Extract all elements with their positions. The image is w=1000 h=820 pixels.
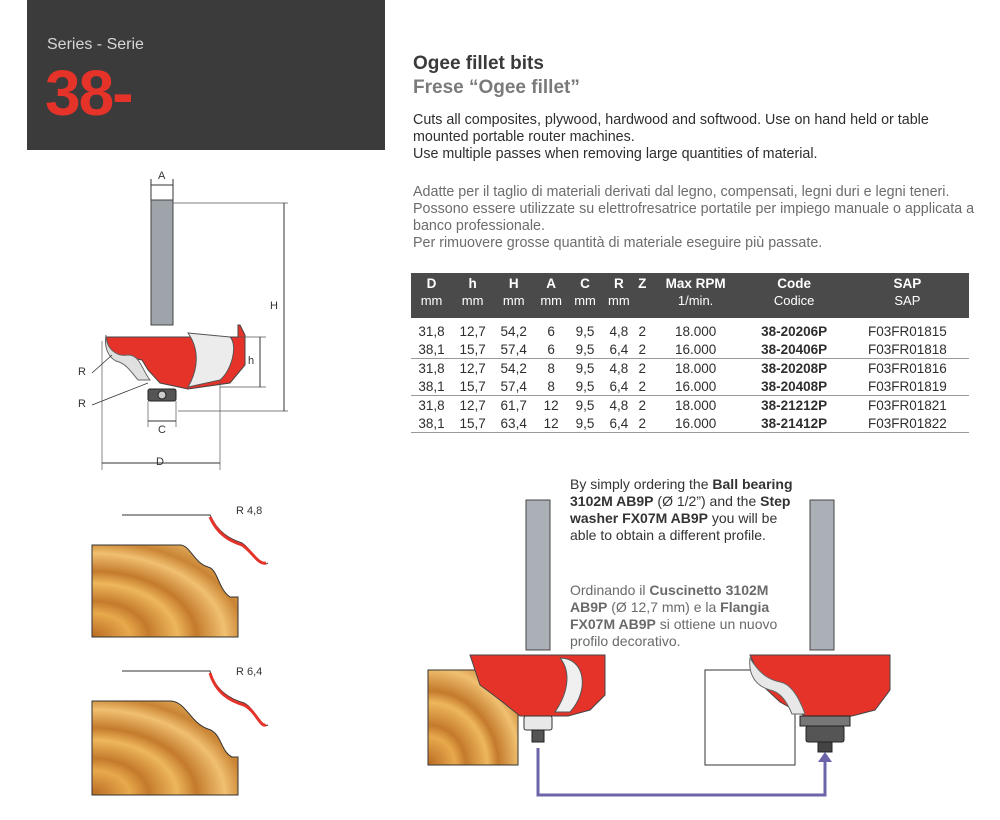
table-row <box>411 340 969 359</box>
table-row <box>411 377 969 396</box>
header-cell: A <box>546 276 557 291</box>
table-cell: 15,7 <box>452 377 493 396</box>
table-cell: 61,7 <box>500 397 527 413</box>
table-cell: 9,5 <box>568 414 602 433</box>
table-cell: 6 <box>547 323 555 339</box>
description-en-line: Cuts all composites, plywood, hardwood and softwood. Use on hand held or table mounted portable router machines. <box>413 112 929 145</box>
note-text: By simply ordering the <box>570 476 713 492</box>
note-bold: Cuscinetto 3102M AB9P <box>570 582 769 615</box>
table-cell: 38,1 <box>411 377 452 396</box>
note-bold: Ball bearing 3102M AB9P <box>570 476 793 509</box>
note-en <box>570 476 800 544</box>
table-cell: 38,1 <box>411 340 452 359</box>
table-cell: 6,4 <box>602 377 636 396</box>
table-units-row <box>411 291 969 318</box>
header-cell: C <box>580 276 590 291</box>
dim-label-H: H <box>270 300 278 312</box>
header-cell: Z <box>638 276 647 291</box>
table-cell: 8 <box>534 377 568 396</box>
table-cell: 18.000 <box>674 397 717 413</box>
table-cell: 63,4 <box>493 414 534 433</box>
table-cell: 57,4 <box>493 377 534 396</box>
note-text: you will be able to obtain a different profile. <box>570 510 778 543</box>
table-cell: 2 <box>636 340 649 359</box>
header-cell: D <box>426 276 437 291</box>
product-title-en: Ogee fillet bits <box>413 53 544 74</box>
header-cell: Max RPM <box>665 276 726 291</box>
table-cell: 38-20406P <box>743 340 846 359</box>
unit-cell: mm <box>502 293 525 308</box>
description-it-line: Per rimuovere grosse quantità di materiale eseguire più passate. <box>413 235 823 251</box>
table-cell: 2 <box>638 323 647 339</box>
radius-leader <box>92 383 148 405</box>
spec-table <box>411 273 969 433</box>
table-cell: 54,2 <box>500 323 527 339</box>
table-cell: 9,5 <box>568 340 602 359</box>
table-cell: 38-20206P <box>761 323 828 339</box>
table-cell: 2 <box>636 377 649 396</box>
dim-label-A: A <box>158 170 166 182</box>
table-cell: 31,8 <box>418 360 445 376</box>
profile-cut <box>210 517 266 563</box>
table-cell: 6,4 <box>602 340 636 359</box>
bearing-left <box>524 716 552 730</box>
step-washer <box>800 716 850 726</box>
table-cell: 4,8 <box>609 397 629 413</box>
table-cell: F03FR01815 <box>867 323 947 339</box>
table-cell: 9,5 <box>568 377 602 396</box>
unit-cell: Codice <box>773 293 815 308</box>
wood-block <box>92 545 238 637</box>
table-row <box>411 359 969 378</box>
profile-cut <box>210 673 266 725</box>
table-cell: 9,5 <box>575 397 595 413</box>
header-cell: H <box>508 276 519 291</box>
dim-label-C: C <box>158 424 166 436</box>
product-title-it: Frese “Ogee fillet” <box>413 77 580 98</box>
table-cell: 9,5 <box>575 323 595 339</box>
dim-label-R1: R <box>78 366 86 378</box>
table-cell: 57,4 <box>493 340 534 359</box>
header-cell: R <box>614 276 624 291</box>
series-header <box>27 0 385 150</box>
table-cell: 16.000 <box>649 377 743 396</box>
table-body <box>411 318 969 433</box>
table-cell: 38,1 <box>411 414 452 433</box>
shank-right <box>810 500 834 650</box>
note-text: (Ø 1/2”) and the <box>653 493 761 509</box>
unit-cell: mm <box>540 293 562 308</box>
unit-cell: mm <box>420 293 443 308</box>
table-cell: 9,5 <box>575 360 595 376</box>
table-cell: F03FR01822 <box>846 414 969 433</box>
table-header-row <box>411 273 969 291</box>
table-cell: 31,8 <box>418 323 445 339</box>
table-cell: 38-20408P <box>743 377 846 396</box>
table-cell: 12,7 <box>459 397 486 413</box>
table-row <box>411 414 969 433</box>
dim-label-R2: R <box>78 398 86 410</box>
header-cell: Code <box>777 276 811 291</box>
table-cell: 54,2 <box>500 360 527 376</box>
wood-profile-1 <box>90 505 280 645</box>
table-cell: 18.000 <box>674 360 717 376</box>
header-cell: h <box>468 276 477 291</box>
note-bold: Flangia FX07M AB9P <box>570 599 770 632</box>
arrow-head <box>818 752 832 762</box>
table-cell: 8 <box>547 360 555 376</box>
profile-label-2: R 6,4 <box>236 666 263 678</box>
unit-cell: SAP <box>894 293 921 308</box>
table-cell: 12 <box>534 414 568 433</box>
table-cell: 15,7 <box>452 414 493 433</box>
description-en-line: Use multiple passes when removing large quantities of material. <box>413 146 818 162</box>
unit-cell: mm <box>608 293 630 308</box>
table-cell: 12,7 <box>459 360 486 376</box>
bearing-screw <box>158 391 166 399</box>
note-text: (Ø 12,7 mm) e la <box>607 599 721 615</box>
description-en <box>413 112 978 163</box>
table-cell: 4,8 <box>609 360 629 376</box>
table-row <box>411 396 969 415</box>
table-cell: 18.000 <box>674 323 717 339</box>
table-cell: 2 <box>636 414 649 433</box>
table-cell: 4,8 <box>609 323 629 339</box>
shank-left <box>526 500 550 650</box>
table-cell: F03FR01816 <box>867 360 947 376</box>
bit-drawing <box>70 165 390 485</box>
table-cell: 31,8 <box>418 397 445 413</box>
bearing-right <box>806 726 844 742</box>
table-cell: F03FR01819 <box>846 377 969 396</box>
note-text: si ottiene un nuovo profilo decorativo. <box>570 616 778 649</box>
description-it-line: Adatte per il taglio di materiali derivati dal legno, compensati, legni duri e legni teneri. Possono essere utilizzate su elettrofresatrice portatile per impiego manuale o applicata a banco professionale. <box>413 184 975 234</box>
table-cell: 2 <box>638 360 647 376</box>
table-cell: 2 <box>638 397 647 413</box>
table-cell: 16.000 <box>649 340 743 359</box>
table-cell: 12,7 <box>459 323 486 339</box>
table-cell: 6 <box>534 340 568 359</box>
table-cell: 38-20208P <box>761 360 828 376</box>
profile-label-1: R 4,8 <box>236 505 263 517</box>
table-row <box>411 318 969 340</box>
wood-block <box>92 701 238 795</box>
table-cell: F03FR01821 <box>867 397 947 413</box>
series-number: 38- <box>45 57 132 129</box>
description-it <box>413 184 978 252</box>
table-cell: 38-21412P <box>743 414 846 433</box>
dim-label-h: h <box>248 355 255 367</box>
note-bold: Step washer FX07M AB9P <box>570 493 791 526</box>
unit-cell <box>636 291 649 318</box>
table-cell: 12 <box>543 397 559 413</box>
series-label: Series - Serie <box>47 36 144 53</box>
unit-cell: mm <box>574 293 596 308</box>
note-it <box>570 582 800 650</box>
wood-profile-2 <box>90 665 280 800</box>
dim-label-D: D <box>156 456 164 468</box>
unit-cell: 1/min. <box>677 293 714 308</box>
unit-cell: mm <box>461 293 484 308</box>
note-text: Ordinando il <box>570 582 650 598</box>
bearing-screw <box>532 730 544 742</box>
bearing-screw <box>818 742 832 752</box>
table-cell: 16.000 <box>649 414 743 433</box>
shank <box>151 200 173 325</box>
table-cell: F03FR01818 <box>846 340 969 359</box>
table-cell: 38-21212P <box>761 397 828 413</box>
header-cell: SAP <box>893 276 922 291</box>
table-cell: 15,7 <box>452 340 493 359</box>
table-cell: 6,4 <box>602 414 636 433</box>
